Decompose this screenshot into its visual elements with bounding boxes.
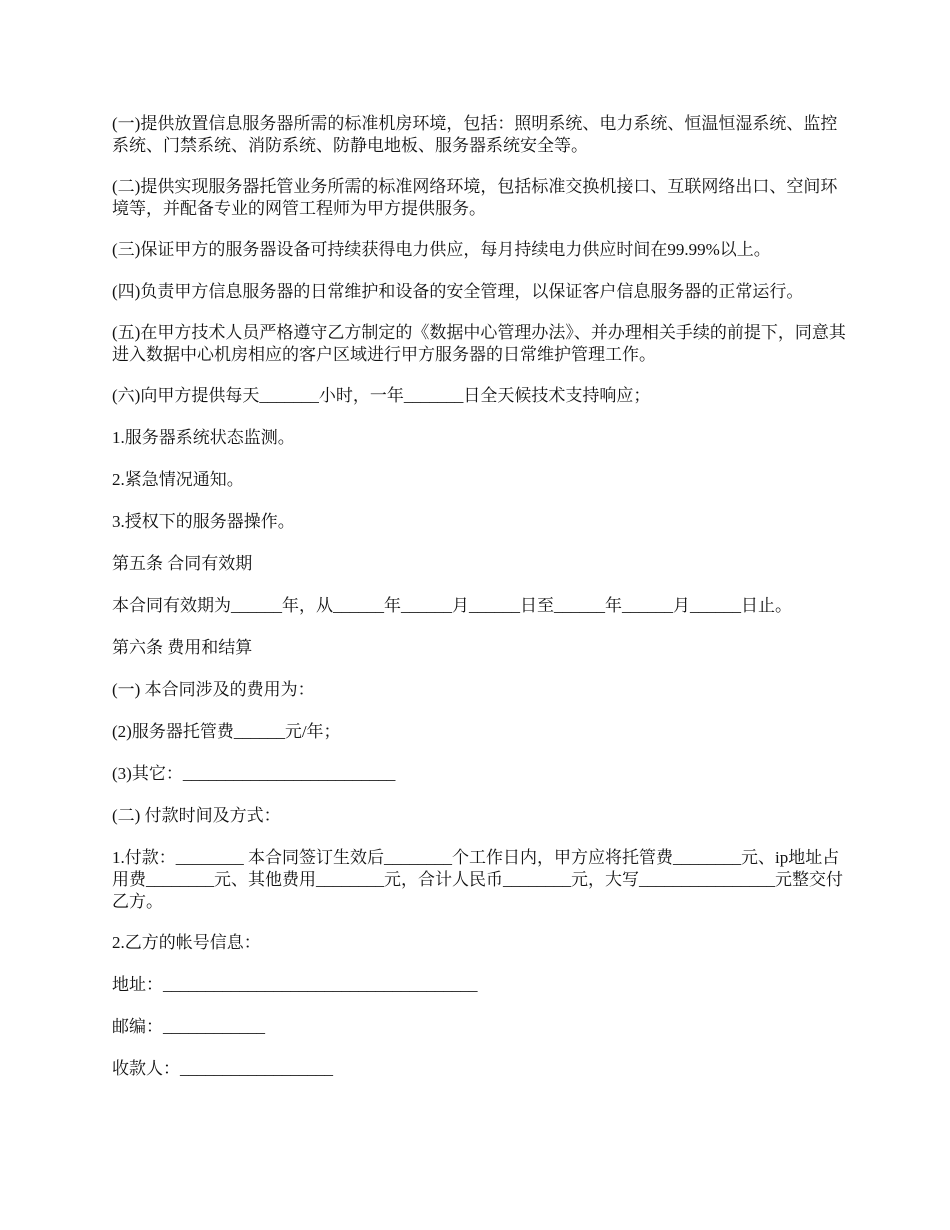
- account-payee: 收款人：__________________: [112, 1059, 333, 1078]
- section-heading-term: 第五条 合同有效期: [112, 554, 253, 573]
- account-address: 地址：_____________________________________: [112, 975, 478, 994]
- clause-1-facility: (一)提供放置信息服务器所需的标准机房环境，包括：照明系统、电力系统、恒温恒湿系统、监控系统、门禁系统、消防系统、防静电地板、服务器系统安全等。: [112, 114, 838, 155]
- document-body: [112, 113, 847, 1100]
- clause-3-power: (三)保证甲方的服务器设备可持续获得电力供应，每月持续电力供应时间在99.99%以上。: [112, 240, 771, 259]
- account-info-heading: 2.乙方的帐号信息：: [112, 933, 261, 952]
- clause-4-maintenance: (四)负责甲方信息服务器的日常维护和设备的安全管理，以保证客户信息服务器的正常运行。: [112, 282, 804, 301]
- list-item-operation: 3.授权下的服务器操作。: [112, 512, 295, 531]
- section-heading-fees: 第六条 费用和结算: [112, 638, 253, 657]
- list-item-monitoring: 1.服务器系统状态监测。: [112, 428, 295, 447]
- clause-6-support: (六)向甲方提供每天_______小时，一年_______日全天候技术支持响应；: [112, 386, 651, 405]
- payment-heading: (二) 付款时间及方式：: [112, 806, 281, 825]
- list-item-emergency: 2.紧急情况通知。: [112, 470, 244, 489]
- clause-5-access: (五)在甲方技术人员严格遵守乙方制定的《数据中心管理办法》、并办理相关手续的前提下，同意其进入数据中心机房相应的客户区域进行甲方服务器的日常维护管理工作。: [112, 323, 846, 364]
- payment-terms: 1.付款：________ 本合同签订生效后________个工作日内，甲方应将托管费________元、ip地址占用费________元、其他费用________元，合计人民币________元，大写________________元整交付乙方。: [112, 848, 843, 911]
- clause-2-network: (二)提供实现服务器托管业务所需的标准网络环境，包括标准交换机接口、互联网络出口、空间环境等，并配备专业的网管工程师为甲方提供服务。: [112, 177, 838, 218]
- term-period-text: 本合同有效期为______年，从______年______月______日至______年______月______日止。: [112, 596, 792, 615]
- fee-hosting: (2)服务器托管费______元/年；: [112, 722, 341, 741]
- fees-intro: (一) 本合同涉及的费用为：: [112, 680, 315, 699]
- account-postcode: 邮编：____________: [112, 1017, 265, 1036]
- fee-other: (3)其它：_________________________: [112, 764, 396, 783]
